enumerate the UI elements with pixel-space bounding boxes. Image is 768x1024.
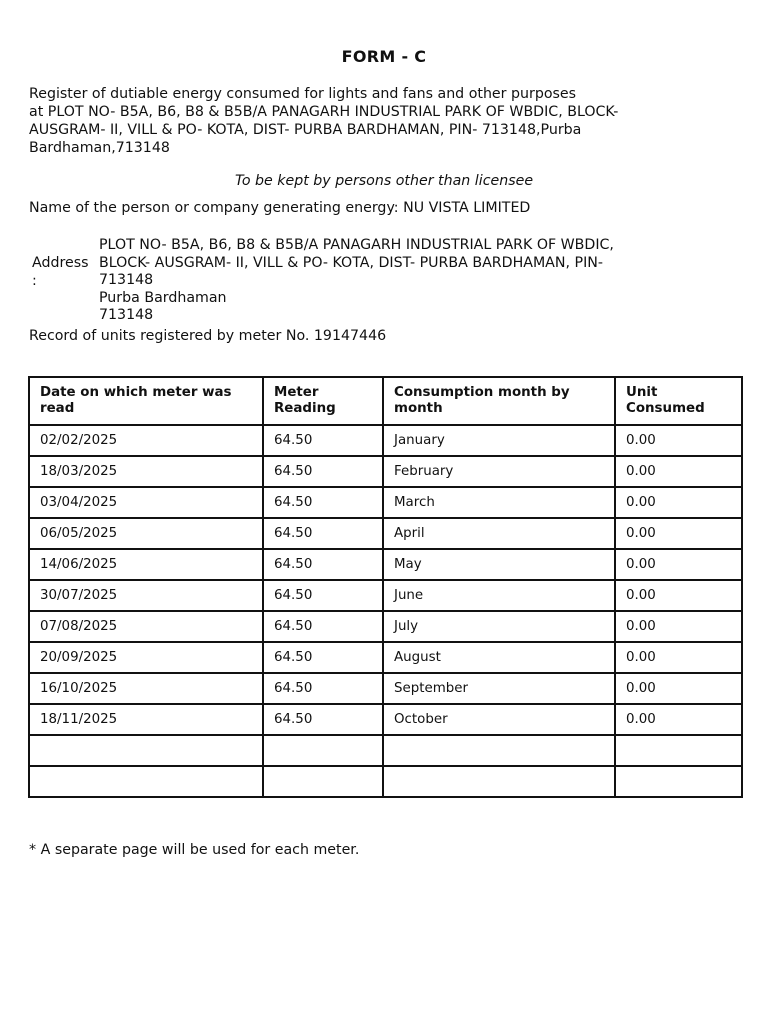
cell-units: 0.00 xyxy=(615,456,742,487)
table-row-empty xyxy=(29,735,742,766)
table-row xyxy=(29,549,742,580)
cell-date: 02/02/2025 xyxy=(29,425,263,456)
cell-date: 30/07/2025 xyxy=(29,580,263,611)
cell-date xyxy=(29,766,263,797)
header-date: Date on which meter was read xyxy=(29,377,263,425)
cell-month: January xyxy=(383,425,615,456)
cell-units: 0.00 xyxy=(615,487,742,518)
cell-month: February xyxy=(383,456,615,487)
cell-reading: 64.50 xyxy=(263,425,383,456)
cell-reading xyxy=(263,735,383,766)
cell-month: March xyxy=(383,487,615,518)
table-row xyxy=(29,580,742,611)
cell-date: 07/08/2025 xyxy=(29,611,263,642)
table-row xyxy=(29,611,742,642)
cell-date: 06/05/2025 xyxy=(29,518,263,549)
cell-date: 20/09/2025 xyxy=(29,642,263,673)
table-row xyxy=(29,642,742,673)
intro-line-2: at PLOT NO- B5A, B6, B8 & B5B/A PANAGARH INDUSTRIAL PARK OF WBDIC, BLOCK- xyxy=(29,104,619,120)
cell-date: 18/11/2025 xyxy=(29,704,263,735)
table-row xyxy=(29,425,742,456)
generator-name: Name of the person or company generating energy: NU VISTA LIMITED xyxy=(29,200,531,216)
cell-units: 0.00 xyxy=(615,611,742,642)
address-line-5: 713148 xyxy=(99,307,154,323)
cell-units: 0.00 xyxy=(615,580,742,611)
header-unit-consumed: Unit Consumed xyxy=(615,377,742,425)
cell-date: 16/10/2025 xyxy=(29,673,263,704)
cell-reading: 64.50 xyxy=(263,456,383,487)
intro-line-4: Bardhaman,713148 xyxy=(29,140,170,156)
table-header-row xyxy=(29,377,742,425)
cell-date xyxy=(29,735,263,766)
address-block xyxy=(99,237,699,325)
intro-line-3: AUSGRAM- II, VILL & PO- KOTA, DIST- PURBA BARDHAMAN, PIN- 713148,Purba xyxy=(29,122,582,138)
cell-date: 14/06/2025 xyxy=(29,549,263,580)
cell-reading: 64.50 xyxy=(263,673,383,704)
address-line-4: Purba Bardhaman xyxy=(99,289,227,306)
cell-reading: 64.50 xyxy=(263,580,383,611)
address-line-2: BLOCK- AUSGRAM- II, VILL & PO- KOTA, DIST- PURBA BARDHAMAN, PIN- xyxy=(99,254,603,271)
register-intro xyxy=(29,85,729,157)
cell-units xyxy=(615,766,742,797)
address-line-1: PLOT NO- B5A, B6, B8 & B5B/A PANAGARH INDUSTRIAL PARK OF WBDIC, xyxy=(99,237,614,253)
table-row xyxy=(29,704,742,735)
cell-month: September xyxy=(383,673,615,704)
cell-units xyxy=(615,735,742,766)
cell-reading: 64.50 xyxy=(263,704,383,735)
cell-units: 0.00 xyxy=(615,642,742,673)
table-row xyxy=(29,456,742,487)
address-line-3: 713148 xyxy=(99,272,154,288)
cell-month: April xyxy=(383,518,615,549)
header-consumption-month: Consumption month by month xyxy=(383,377,615,425)
table-row xyxy=(29,518,742,549)
cell-month xyxy=(383,766,615,797)
address-label-colon: : xyxy=(32,273,37,289)
keep-note: To be kept by persons other than licensee xyxy=(234,173,534,189)
cell-month: May xyxy=(383,549,615,580)
cell-reading: 64.50 xyxy=(263,518,383,549)
cell-month: October xyxy=(383,704,615,735)
address-label-text: Address xyxy=(32,255,89,271)
intro-line-1: Register of dutiable energy consumed for lights and fans and other purposes xyxy=(29,86,577,102)
meter-number-line: Record of units registered by meter No. 19147446 xyxy=(29,328,387,344)
cell-date: 18/03/2025 xyxy=(29,456,263,487)
cell-month: August xyxy=(383,642,615,673)
form-title: FORM - C xyxy=(341,47,427,66)
cell-units: 0.00 xyxy=(615,673,742,704)
cell-units: 0.00 xyxy=(615,704,742,735)
cell-reading: 64.50 xyxy=(263,549,383,580)
cell-reading xyxy=(263,766,383,797)
cell-units: 0.00 xyxy=(615,549,742,580)
cell-units: 0.00 xyxy=(615,518,742,549)
cell-month xyxy=(383,735,615,766)
table-row xyxy=(29,487,742,518)
cell-reading: 64.50 xyxy=(263,642,383,673)
address-label xyxy=(32,254,98,290)
cell-date: 03/04/2025 xyxy=(29,487,263,518)
header-meter-reading: Meter Reading xyxy=(263,377,383,425)
cell-month: June xyxy=(383,580,615,611)
cell-reading: 64.50 xyxy=(263,487,383,518)
cell-month: July xyxy=(383,611,615,642)
table-row xyxy=(29,673,742,704)
footnote: * A separate page will be used for each meter. xyxy=(29,842,360,858)
cell-units: 0.00 xyxy=(615,425,742,456)
meter-register-table xyxy=(28,376,743,798)
table-row-empty xyxy=(29,766,742,797)
cell-reading: 64.50 xyxy=(263,611,383,642)
